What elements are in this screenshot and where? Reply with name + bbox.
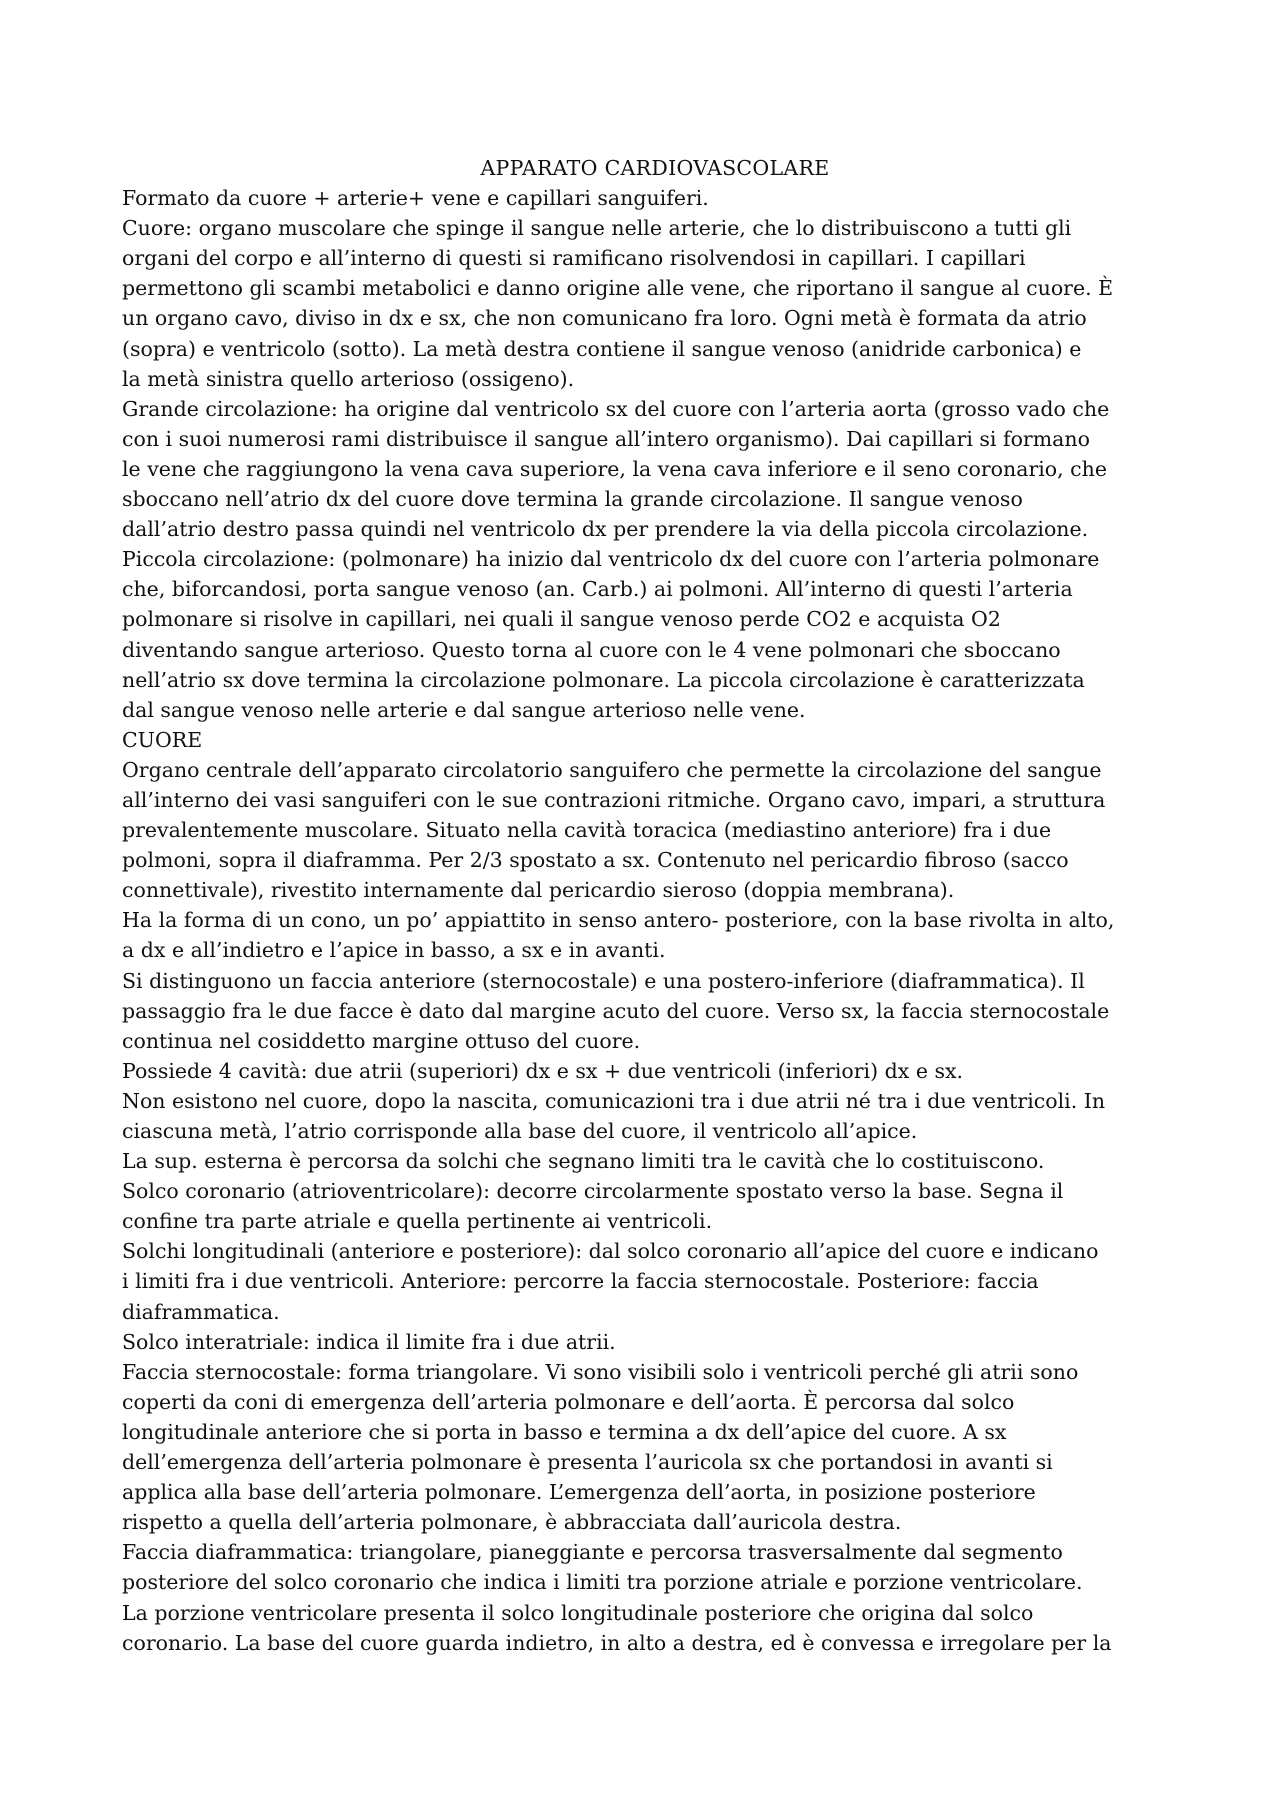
text-line: continua nel cosiddetto margine ottuso del cuore. [122, 1028, 641, 1053]
text-line: connettivale), rivestito internamente dal pericardio sieroso (doppia membrana). [122, 878, 955, 903]
text-line: (sopra) e ventricolo (sotto). La metà destra contiene il sangue venoso (anidride carbonica) e [122, 336, 1082, 361]
text-line: organi del corpo e all’interno di questi si ramificano risolvendosi in capillari. I capillari [122, 246, 1026, 271]
text-line: Organo centrale dell’apparato circolatorio sanguifero che permette la circolazione del sangue [122, 757, 1102, 782]
text-line: Faccia sternocostale: forma triangolare. Vi sono visibili solo i ventricoli perché gli atrii sono [122, 1359, 1079, 1384]
text-line: Cuore: organo muscolare che spinge il sangue nelle arterie, che lo distribuiscono a tutti gli [122, 216, 1072, 241]
text-line: Formato da cuore + arterie+ vene e capillari sanguiferi. [122, 186, 709, 211]
text-line: a dx e all’indietro e l’apice in basso, a sx e in avanti. [122, 938, 666, 963]
document-title: APPARATO CARDIOVASCOLARE [480, 156, 830, 180]
document-page [122, 153, 1168, 1658]
text-line: polmonare si risolve in capillari, nei quali il sangue venoso perde CO2 e acquista O2 [122, 607, 1001, 632]
text-line: Si distinguono un faccia anteriore (sternocostale) e una postero-inferiore (diaframmatica). Il [122, 968, 1085, 993]
text-line: la metà sinistra quello arterioso (ossigeno). [122, 366, 575, 391]
text-line: Non esistono nel cuore, dopo la nascita, comunicazioni tra i due atrii né tra i due ventricoli. In [122, 1088, 1106, 1113]
text-line: confine tra parte atriale e quella pertinente ai ventricoli. [122, 1209, 713, 1234]
text-line: sboccano nell’atrio dx del cuore dove termina la grande circolazione. Il sangue venoso [122, 487, 1023, 512]
text-line: coperti da coni di emergenza dell’arteria polmonare e dell’aorta. È percorsa dal solco [122, 1389, 1015, 1414]
text-line: longitudinale anteriore che si porta in basso e termina a dx dell’apice del cuore. A sx [122, 1419, 1007, 1444]
text-line: passaggio fra le due facce è dato dal margine acuto del cuore. Verso sx, la faccia sternocostale [122, 998, 1110, 1023]
text-line: La porzione ventricolare presenta il solco longitudinale posteriore che origina dal solco [122, 1600, 1034, 1625]
text-line: polmoni, sopra il diaframma. Per 2/3 spostato a sx. Contenuto nel pericardio fibroso (sacco [122, 848, 1069, 873]
text-line: Piccola circolazione: (polmonare) ha inizio dal ventricolo dx del cuore con l’arteria polmonare [122, 547, 1100, 572]
text-line: posteriore del solco coronario che indica i limiti tra porzione atriale e porzione ventricolare. [122, 1570, 1083, 1595]
text-line: Solco interatriale: indica il limite fra i due atrii. [122, 1329, 616, 1354]
text-line: ciascuna metà, l’atrio corrisponde alla base del cuore, il ventricolo all’apice. [122, 1119, 918, 1143]
text-line: permettono gli scambi metabolici e danno origine alle vene, che riportano il sangue al cuore. È [122, 276, 1114, 301]
text-line: le vene che raggiungono la vena cava superiore, la vena cava inferiore e il seno coronario, che [122, 456, 1107, 481]
text-line: un organo cavo, diviso in dx e sx, che non comunicano fra loro. Ogni metà è formata da atrio [122, 306, 1087, 331]
text-line: con i suoi numerosi rami distribuisce il sangue all’intero organismo). Dai capillari si formano [122, 426, 1090, 451]
text-line: nell’atrio sx dove termina la circolazione polmonare. La piccola circolazione è caratterizzata [122, 667, 1085, 692]
text-line: dal sangue venoso nelle arterie e dal sangue arterioso nelle vene. [122, 697, 806, 722]
text-line: Solco coronario (atrioventricolare): decorre circolarmente spostato verso la base. Segna il [122, 1179, 1064, 1204]
text-line: rispetto a quella dell’arteria polmonare, è abbracciata dall’auricola destra. [122, 1510, 902, 1535]
text-line: dell’emergenza dell’arteria polmonare è presenta l’auricola sx che portandosi in avanti si [122, 1450, 1053, 1475]
text-line: prevalentemente muscolare. Situato nella cavità toracica (mediastino anteriore) fra i due [122, 818, 1052, 843]
text-line: applica alla base dell’arteria polmonare. L’emergenza dell’aorta, in posizione posteriore [122, 1480, 1036, 1505]
text-line: dall’atrio destro passa quindi nel ventricolo dx per prendere la via della piccola circolazione. [122, 517, 1089, 542]
text-line: Possiede 4 cavità: due atrii (superiori) dx e sx + due ventricoli (inferiori) dx e sx. [122, 1058, 964, 1083]
text-line: La sup. esterna è percorsa da solchi che segnano limiti tra le cavità che lo costituiscono. [122, 1149, 1045, 1174]
text-line: diaframmatica. [122, 1299, 280, 1324]
text-line: diventando sangue arterioso. Questo torna al cuore con le 4 vene polmonari che sboccano [122, 637, 1061, 662]
text-line: che, biforcandosi, porta sangue venoso (an. Carb.) ai polmoni. All’interno di questi l’arteria [122, 577, 1073, 602]
text-line: coronario. La base del cuore guarda indietro, in alto a destra, ed è convessa e irregolare per la [122, 1630, 1112, 1655]
text-line: all’interno dei vasi sanguiferi con le sue contrazioni ritmiche. Organo cavo, impari, a struttura [122, 787, 1106, 812]
document-body [122, 183, 1168, 1658]
text-line: Faccia diaframmatica: triangolare, pianeggiante e percorsa trasversalmente dal segmento [122, 1540, 1063, 1565]
text-line: i limiti fra i due ventricoli. Anteriore: percorre la faccia sternocostale. Posteriore: faccia [122, 1269, 1039, 1294]
text-line: Solchi longitudinali (anteriore e posteriore): dal solco coronario all’apice del cuore e indicano [122, 1239, 1099, 1264]
text-line: Grande circolazione: ha origine dal ventricolo sx del cuore con l’arteria aorta (grosso vado che [122, 396, 1110, 421]
text-line: CUORE [122, 727, 203, 752]
text-line: Ha la forma di un cono, un po’ appiattito in senso antero- posteriore, con la base rivolta in alto, [122, 908, 1115, 933]
